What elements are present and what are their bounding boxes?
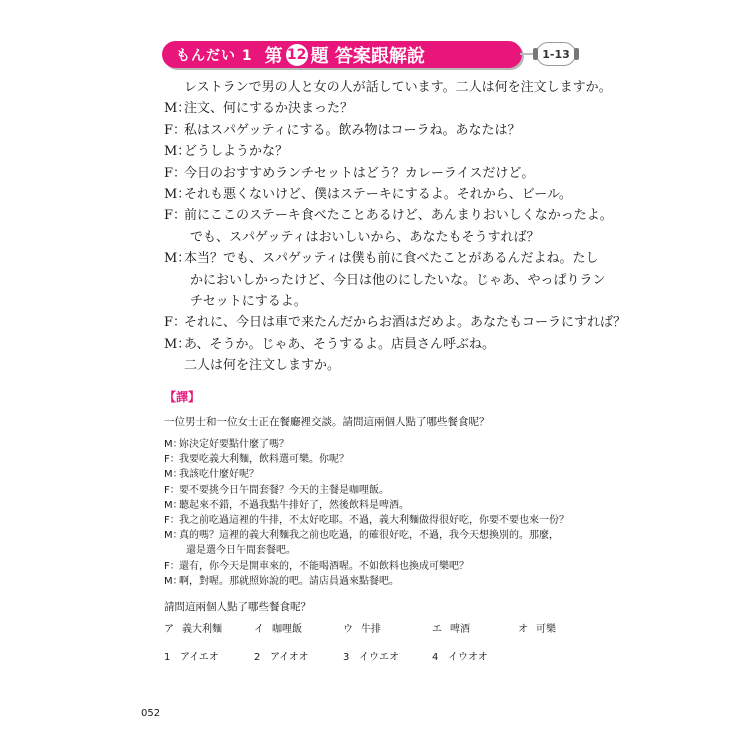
choice-label: イ — [254, 624, 264, 635]
speaker-label: M： — [164, 575, 183, 587]
dialogue-line — [164, 179, 594, 200]
dialogue-text: それも悪くないけど、僕はステーキにするよ。それから、ビール。 — [184, 186, 572, 202]
speaker-label: M： — [164, 186, 191, 202]
dialogue-text: 今日のおすすめランチセットはどう？カレーライスだけど。 — [184, 165, 535, 181]
dialogue-line — [164, 559, 594, 574]
dialogue-line — [164, 200, 613, 224]
dialogue-text: 我該吃什麼好呢？ — [179, 469, 259, 481]
dialogue-line — [164, 329, 594, 350]
title-suffix: 題 答案跟解說 — [310, 45, 425, 67]
choice-text: 牛排 — [361, 624, 381, 635]
dialogue-line — [164, 93, 594, 117]
dialogue-text: 我要吃義大利麵，飲料選可樂。你呢？ — [179, 454, 349, 466]
dialogue-line — [164, 513, 594, 528]
dialogue-text: それに、今日は車で来たんだからお酒はだめよ。あなたもコーラにすれば？ — [184, 315, 627, 331]
dialogue-line — [164, 115, 594, 136]
choice-item — [518, 620, 556, 635]
translation-title: 【譯】 — [164, 390, 201, 404]
dialogue-line — [164, 265, 606, 288]
choice-label: ウ — [343, 624, 353, 635]
dialogue-line — [164, 543, 594, 558]
dialogue-text: チセットにするよ。 — [190, 293, 307, 309]
speaker-label: M： — [164, 336, 191, 352]
dialogue-text: 私はスパゲッティにする。飲み物はコーラね。あなたは？ — [184, 122, 521, 138]
speaker-label: F： — [164, 560, 180, 572]
dialogue-line — [164, 72, 612, 95]
dialogue-line — [164, 437, 594, 452]
dialogue-text: 聽起來不錯，不過我點牛排好了，然後飲料是啤酒。 — [179, 499, 409, 511]
dialogue-text: 二人は何を注文しますか。 — [184, 358, 341, 374]
page-number: 052 — [141, 708, 161, 719]
japanese-dialogue — [164, 72, 627, 374]
dialogue-line — [164, 222, 594, 243]
dialogue-text: かにおいしかったけど、今日は他のにしたいな。じゃあ、やっぱりラン — [190, 272, 606, 288]
dialogue-line — [164, 158, 594, 179]
speaker-label: F： — [164, 454, 180, 466]
dialogue-line — [164, 498, 594, 513]
dialogue-text: 還是選今日午間套餐吧。 — [186, 545, 296, 557]
choice-item — [432, 620, 470, 635]
dialogue-line — [164, 243, 599, 267]
choice-text: 可樂 — [536, 624, 556, 635]
speaker-label: M： — [164, 439, 183, 450]
speaker-label: F： — [164, 165, 187, 181]
dialogue-line — [164, 286, 594, 307]
answer-label: 1 — [164, 652, 171, 663]
dialogue-line — [164, 350, 594, 374]
title-prefix: 第 — [264, 45, 283, 67]
dialogue-text: 我之前吃過這裡的牛排，不太好吃耶。不過，義大利麵做得很好吃，你要不要也來一份？ — [179, 514, 569, 526]
dialogue-text: 啊，對喔。那就照妳說的吧。請店員過來點餐吧。 — [179, 575, 399, 587]
section-label: もんだい 1 — [176, 47, 253, 64]
dialogue-line — [164, 136, 594, 160]
dialogue-line — [164, 483, 594, 498]
choice-label: オ — [518, 624, 528, 635]
dialogue-line — [164, 574, 594, 589]
answer-label: 3 — [343, 652, 350, 663]
speaker-label: F： — [164, 208, 187, 224]
speaker-label: F： — [164, 122, 187, 138]
question-number-badge: 12 — [286, 44, 308, 66]
dialogue-text: 前にここのステーキ食べたことあるけど、あんまりおいしくなかったよ。 — [184, 208, 613, 224]
dialogue-text: 要不要挑今日午間套餐？今天的主餐是咖哩飯。 — [179, 484, 389, 496]
answer-option — [343, 648, 399, 663]
answer-label: 2 — [254, 652, 261, 663]
section-header-banner — [162, 41, 522, 68]
speaker-label: M： — [164, 101, 191, 117]
speaker-label: M： — [164, 469, 183, 481]
translation-question-repeat: 請問這兩個人點了哪些餐食呢？ — [164, 601, 311, 613]
dialogue-text: 本当？でも、スパゲッティは僕も前に食べたことがあるんだよね。たし — [184, 251, 599, 267]
dialogue-line — [164, 467, 594, 482]
translation-question: 一位男士和一位女士正在餐廳裡交談。請問這兩個人點了哪些餐食呢？ — [164, 416, 490, 428]
choice-text: 啤酒 — [450, 624, 470, 635]
audio-track-badge — [536, 42, 576, 66]
dialogue-text: 妳決定好要點什麼了嗎？ — [179, 439, 289, 450]
dialogue-text: どうしようかな？ — [184, 144, 289, 160]
choice-label: ア — [164, 624, 174, 635]
track-number: 1-13 — [542, 47, 570, 61]
answer-option — [432, 648, 488, 663]
dialogue-text: 注文、何にするか決まった？ — [184, 101, 354, 117]
choice-item — [343, 620, 381, 635]
speaker-label: M： — [164, 251, 191, 267]
dialogue-text: でも、スパゲッティはおいしいから、あなたもそうすれば？ — [190, 229, 540, 245]
answer-label: 4 — [432, 652, 439, 663]
speaker-label: M： — [164, 530, 183, 542]
translation-dialogue — [164, 437, 594, 589]
dialogue-text: あ、そうか。じゃあ、そうするよ。店員さん呼ぶね。 — [184, 336, 495, 352]
choice-item — [164, 620, 222, 635]
dialogue-text: 真的嗎？這裡的義大利麵我之前也吃過，的確很好吃，不過，我今天想換別的。那麼， — [179, 530, 559, 542]
answer-text: アイオオ — [270, 652, 309, 663]
speaker-label: F： — [164, 315, 187, 331]
answer-option — [254, 648, 309, 663]
speaker-label: M： — [164, 144, 191, 160]
dialogue-line — [164, 528, 594, 543]
dialogue-text: レストランで男の人と女の人が話しています。二人は何を注文しますか。 — [184, 80, 612, 95]
answer-text: イウエオ — [359, 652, 399, 663]
choice-text: 義大利麵 — [182, 624, 222, 635]
dialogue-line — [164, 452, 594, 467]
speaker-label: F： — [164, 514, 180, 526]
speaker-label: F： — [164, 484, 180, 496]
answer-option — [164, 648, 219, 663]
answer-text: イウオオ — [448, 652, 488, 663]
answer-text: アイエオ — [180, 652, 219, 663]
choice-item — [254, 620, 302, 635]
choice-label: エ — [432, 624, 442, 635]
speaker-label: M： — [164, 499, 183, 511]
dialogue-line — [164, 307, 627, 331]
dialogue-text: 還有，你今天是開車來的，不能喝酒喔。不如飲料也換成可樂吧？ — [179, 560, 469, 572]
choice-text: 咖哩飯 — [272, 624, 302, 635]
